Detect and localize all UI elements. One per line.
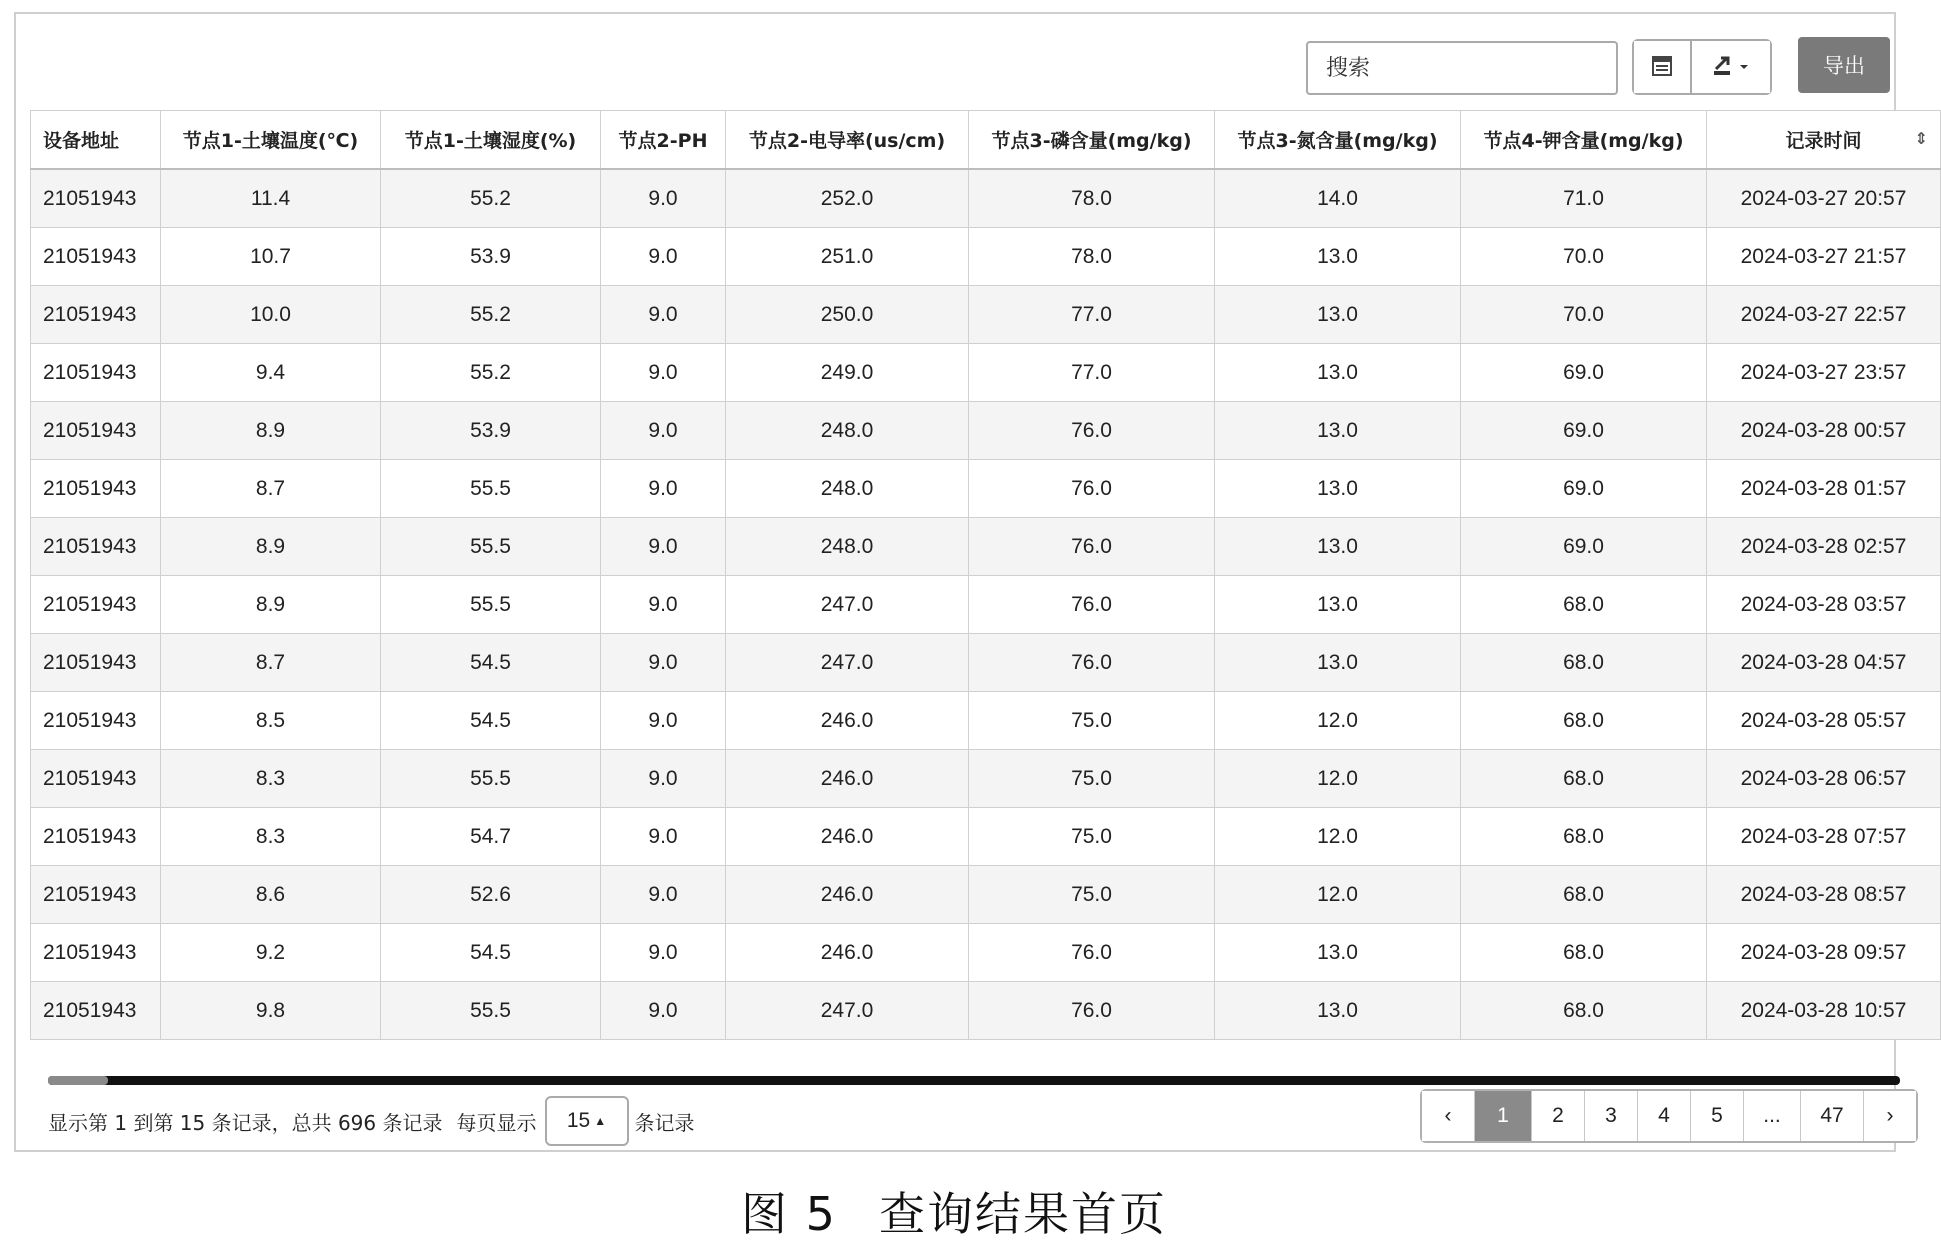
table-cell: 75.0 [969, 750, 1215, 808]
page-ellipsis: ... [1744, 1091, 1801, 1141]
caret-up-icon: ▲ [594, 1114, 607, 1128]
table-cell: 75.0 [969, 808, 1215, 866]
column-header[interactable]: 节点1-土壤温度(℃) [161, 111, 381, 170]
table-cell: 8.9 [161, 576, 381, 634]
column-header-label: 记录时间 [1785, 130, 1862, 152]
table-cell: 2024-03-27 21:57 [1707, 228, 1941, 286]
table-cell: 2024-03-28 07:57 [1707, 808, 1941, 866]
table-cell: 76.0 [969, 982, 1215, 1040]
page-button[interactable]: 4 [1638, 1091, 1691, 1141]
table-cell: 13.0 [1215, 634, 1461, 692]
table-cell: 55.2 [381, 344, 601, 402]
table-cell: 9.0 [601, 750, 726, 808]
toolbar-button-group [1632, 39, 1772, 95]
table-cell: 246.0 [726, 924, 969, 982]
table-cell: 9.0 [601, 692, 726, 750]
table-cell: 54.5 [381, 634, 601, 692]
page-button[interactable]: 2 [1532, 1091, 1585, 1141]
table-cell: 21051943 [31, 634, 161, 692]
table-cell: 9.0 [601, 576, 726, 634]
export-button[interactable]: 导出 [1798, 37, 1890, 93]
table-cell: 68.0 [1461, 982, 1707, 1040]
table-cell: 8.9 [161, 402, 381, 460]
page-size-select[interactable] [545, 1096, 629, 1146]
table-cell: 2024-03-28 05:57 [1707, 692, 1941, 750]
table-cell: 13.0 [1215, 228, 1461, 286]
table-cell: 8.7 [161, 634, 381, 692]
table-cell: 77.0 [969, 344, 1215, 402]
table-cell: 21051943 [31, 460, 161, 518]
table-cell: 68.0 [1461, 692, 1707, 750]
table-cell: 247.0 [726, 982, 969, 1040]
table-cell: 9.2 [161, 924, 381, 982]
figure-number: 图 5 [741, 1187, 837, 1241]
table-cell: 13.0 [1215, 402, 1461, 460]
table-row[interactable] [31, 344, 1941, 402]
export-dropdown-button[interactable] [1692, 41, 1770, 93]
table-row[interactable] [31, 982, 1941, 1040]
pagination [1420, 1089, 1918, 1143]
table-cell: 13.0 [1215, 344, 1461, 402]
table-row[interactable] [31, 924, 1941, 982]
table-cell: 9.0 [601, 924, 726, 982]
table-row[interactable] [31, 228, 1941, 286]
table-cell: 252.0 [726, 169, 969, 228]
columns-toggle-button[interactable] [1634, 41, 1692, 93]
table-cell: 55.2 [381, 286, 601, 344]
table-cell: 10.7 [161, 228, 381, 286]
columns-icon [1651, 55, 1673, 80]
table-cell: 2024-03-28 09:57 [1707, 924, 1941, 982]
table-cell: 9.0 [601, 982, 726, 1040]
table-body [31, 169, 1941, 1040]
table-cell: 53.9 [381, 228, 601, 286]
table-cell: 78.0 [969, 228, 1215, 286]
table-cell: 8.5 [161, 692, 381, 750]
table-row[interactable] [31, 866, 1941, 924]
table-cell: 68.0 [1461, 808, 1707, 866]
table-cell: 75.0 [969, 866, 1215, 924]
table-row[interactable] [31, 692, 1941, 750]
table-cell: 68.0 [1461, 866, 1707, 924]
column-header[interactable]: 节点3-磷含量(mg/kg) [969, 111, 1215, 170]
table-cell: 9.4 [161, 344, 381, 402]
table-cell: 12.0 [1215, 808, 1461, 866]
table-cell: 2024-03-28 01:57 [1707, 460, 1941, 518]
horizontal-scrollbar[interactable] [48, 1076, 1900, 1085]
table-cell: 21051943 [31, 750, 161, 808]
table-cell: 21051943 [31, 402, 161, 460]
table-cell: 13.0 [1215, 286, 1461, 344]
table-cell: 9.0 [601, 518, 726, 576]
table-cell: 247.0 [726, 634, 969, 692]
table-cell: 54.7 [381, 808, 601, 866]
search-input[interactable] [1306, 41, 1618, 95]
result-panel [14, 12, 1928, 1152]
table-cell: 10.0 [161, 286, 381, 344]
table-cell: 69.0 [1461, 518, 1707, 576]
table-header-row [31, 111, 1941, 170]
table-cell: 76.0 [969, 402, 1215, 460]
table-row[interactable] [31, 634, 1941, 692]
page-size-value: 15 [566, 1109, 591, 1132]
table-cell: 68.0 [1461, 750, 1707, 808]
table-cell: 13.0 [1215, 924, 1461, 982]
table-cell: 12.0 [1215, 750, 1461, 808]
table-cell: 2024-03-27 22:57 [1707, 286, 1941, 344]
figure-caption [0, 1178, 1908, 1244]
page-button[interactable]: 5 [1691, 1091, 1744, 1141]
table-cell: 21051943 [31, 982, 161, 1040]
sort-icon[interactable]: ⇕ [1914, 129, 1928, 148]
table-cell: 21051943 [31, 866, 161, 924]
table-cell: 54.5 [381, 692, 601, 750]
column-header[interactable]: 节点4-钾含量(mg/kg) [1461, 111, 1707, 170]
table-cell: 9.0 [601, 634, 726, 692]
table-cell: 55.5 [381, 576, 601, 634]
table-cell: 8.3 [161, 808, 381, 866]
table-cell: 13.0 [1215, 460, 1461, 518]
table-cell: 21051943 [31, 576, 161, 634]
table-cell: 8.6 [161, 866, 381, 924]
table-cell: 77.0 [969, 286, 1215, 344]
table-cell: 12.0 [1215, 692, 1461, 750]
table-cell: 53.9 [381, 402, 601, 460]
table-cell: 8.9 [161, 518, 381, 576]
table-cell: 68.0 [1461, 634, 1707, 692]
table-cell: 21051943 [31, 692, 161, 750]
table-cell: 8.7 [161, 460, 381, 518]
table-cell: 9.0 [601, 866, 726, 924]
table-row[interactable] [31, 286, 1941, 344]
column-header[interactable]: 设备地址 [31, 111, 161, 170]
table-cell: 9.0 [601, 169, 726, 228]
table-cell: 55.5 [381, 982, 601, 1040]
table-cell: 21051943 [31, 808, 161, 866]
table-cell: 21051943 [31, 228, 161, 286]
table-row[interactable] [31, 750, 1941, 808]
figure-title: 查询结果首页 [878, 1187, 1167, 1241]
table-cell: 247.0 [726, 576, 969, 634]
table-row[interactable] [31, 402, 1941, 460]
table-cell: 76.0 [969, 518, 1215, 576]
table-cell: 248.0 [726, 402, 969, 460]
table-cell: 68.0 [1461, 576, 1707, 634]
table-cell: 13.0 [1215, 982, 1461, 1040]
record-range-text: 显示第 1 到第 15 条记录，总共 696 条记录 [48, 1110, 443, 1135]
page-button[interactable]: 47 [1801, 1091, 1864, 1141]
column-header[interactable]: 节点2-PH [601, 111, 726, 170]
table-cell: 246.0 [726, 808, 969, 866]
table-cell: 55.5 [381, 750, 601, 808]
table-cell: 249.0 [726, 344, 969, 402]
table-cell: 2024-03-27 20:57 [1707, 169, 1941, 228]
table-cell: 2024-03-28 03:57 [1707, 576, 1941, 634]
table-cell: 54.5 [381, 924, 601, 982]
table-cell: 9.0 [601, 228, 726, 286]
table-row[interactable] [31, 518, 1941, 576]
export-icon [1712, 55, 1738, 80]
page-button[interactable]: 1 [1475, 1091, 1532, 1141]
table-cell: 246.0 [726, 750, 969, 808]
table-cell: 8.3 [161, 750, 381, 808]
table-cell: 2024-03-28 00:57 [1707, 402, 1941, 460]
chevron-down-icon [1738, 60, 1750, 75]
page-button[interactable]: 3 [1585, 1091, 1638, 1141]
table-cell: 70.0 [1461, 286, 1707, 344]
table-cell: 21051943 [31, 924, 161, 982]
column-header[interactable]: 节点1-土壤湿度(%) [381, 111, 601, 170]
column-header[interactable]: 节点2-电导率(us/cm) [726, 111, 969, 170]
table-cell: 21051943 [31, 286, 161, 344]
data-table [30, 110, 1941, 1040]
table-cell: 251.0 [726, 228, 969, 286]
table-cell: 14.0 [1215, 169, 1461, 228]
table-cell: 9.0 [601, 344, 726, 402]
next-page-button[interactable]: › [1864, 1091, 1916, 1141]
column-header[interactable]: 节点3-氮含量(mg/kg) [1215, 111, 1461, 170]
pagination-info [48, 1100, 695, 1142]
table-cell: 2024-03-28 02:57 [1707, 518, 1941, 576]
table-cell: 69.0 [1461, 402, 1707, 460]
per-page-label: 每页显示 [456, 1110, 537, 1135]
table-cell: 12.0 [1215, 866, 1461, 924]
table-cell: 9.0 [601, 286, 726, 344]
table-cell: 21051943 [31, 169, 161, 228]
table-row[interactable] [31, 576, 1941, 634]
table-cell: 246.0 [726, 866, 969, 924]
table-cell: 69.0 [1461, 460, 1707, 518]
records-suffix: 条记录 [634, 1110, 695, 1135]
table-cell: 248.0 [726, 518, 969, 576]
table-cell: 9.0 [601, 808, 726, 866]
table-cell: 248.0 [726, 460, 969, 518]
table-cell: 9.0 [601, 460, 726, 518]
table-cell: 2024-03-28 06:57 [1707, 750, 1941, 808]
table-cell: 55.5 [381, 518, 601, 576]
table-cell: 76.0 [969, 634, 1215, 692]
table-cell: 78.0 [969, 169, 1215, 228]
table-row[interactable] [31, 808, 1941, 866]
table-cell: 76.0 [969, 460, 1215, 518]
table-cell: 71.0 [1461, 169, 1707, 228]
column-header-time[interactable] [1707, 111, 1941, 170]
table-cell: 11.4 [161, 169, 381, 228]
table-cell: 76.0 [969, 576, 1215, 634]
table-cell: 13.0 [1215, 576, 1461, 634]
table-cell: 69.0 [1461, 344, 1707, 402]
scrollbar-thumb[interactable] [48, 1076, 108, 1085]
table-cell: 55.5 [381, 460, 601, 518]
table-cell: 9.8 [161, 982, 381, 1040]
table-cell: 13.0 [1215, 518, 1461, 576]
table-cell: 9.0 [601, 402, 726, 460]
table-cell: 21051943 [31, 518, 161, 576]
table-cell: 2024-03-28 10:57 [1707, 982, 1941, 1040]
table-cell: 2024-03-28 04:57 [1707, 634, 1941, 692]
table-cell: 52.6 [381, 866, 601, 924]
data-table-container [30, 110, 1928, 1048]
table-cell: 55.2 [381, 169, 601, 228]
table-cell: 70.0 [1461, 228, 1707, 286]
table-cell: 2024-03-28 08:57 [1707, 866, 1941, 924]
table-cell: 21051943 [31, 344, 161, 402]
prev-page-button[interactable]: ‹ [1422, 1091, 1475, 1141]
table-cell: 76.0 [969, 924, 1215, 982]
table-cell: 250.0 [726, 286, 969, 344]
table-cell: 246.0 [726, 692, 969, 750]
table-cell: 68.0 [1461, 924, 1707, 982]
table-row[interactable] [31, 169, 1941, 228]
table-row[interactable] [31, 460, 1941, 518]
table-cell: 75.0 [969, 692, 1215, 750]
table-cell: 2024-03-27 23:57 [1707, 344, 1941, 402]
